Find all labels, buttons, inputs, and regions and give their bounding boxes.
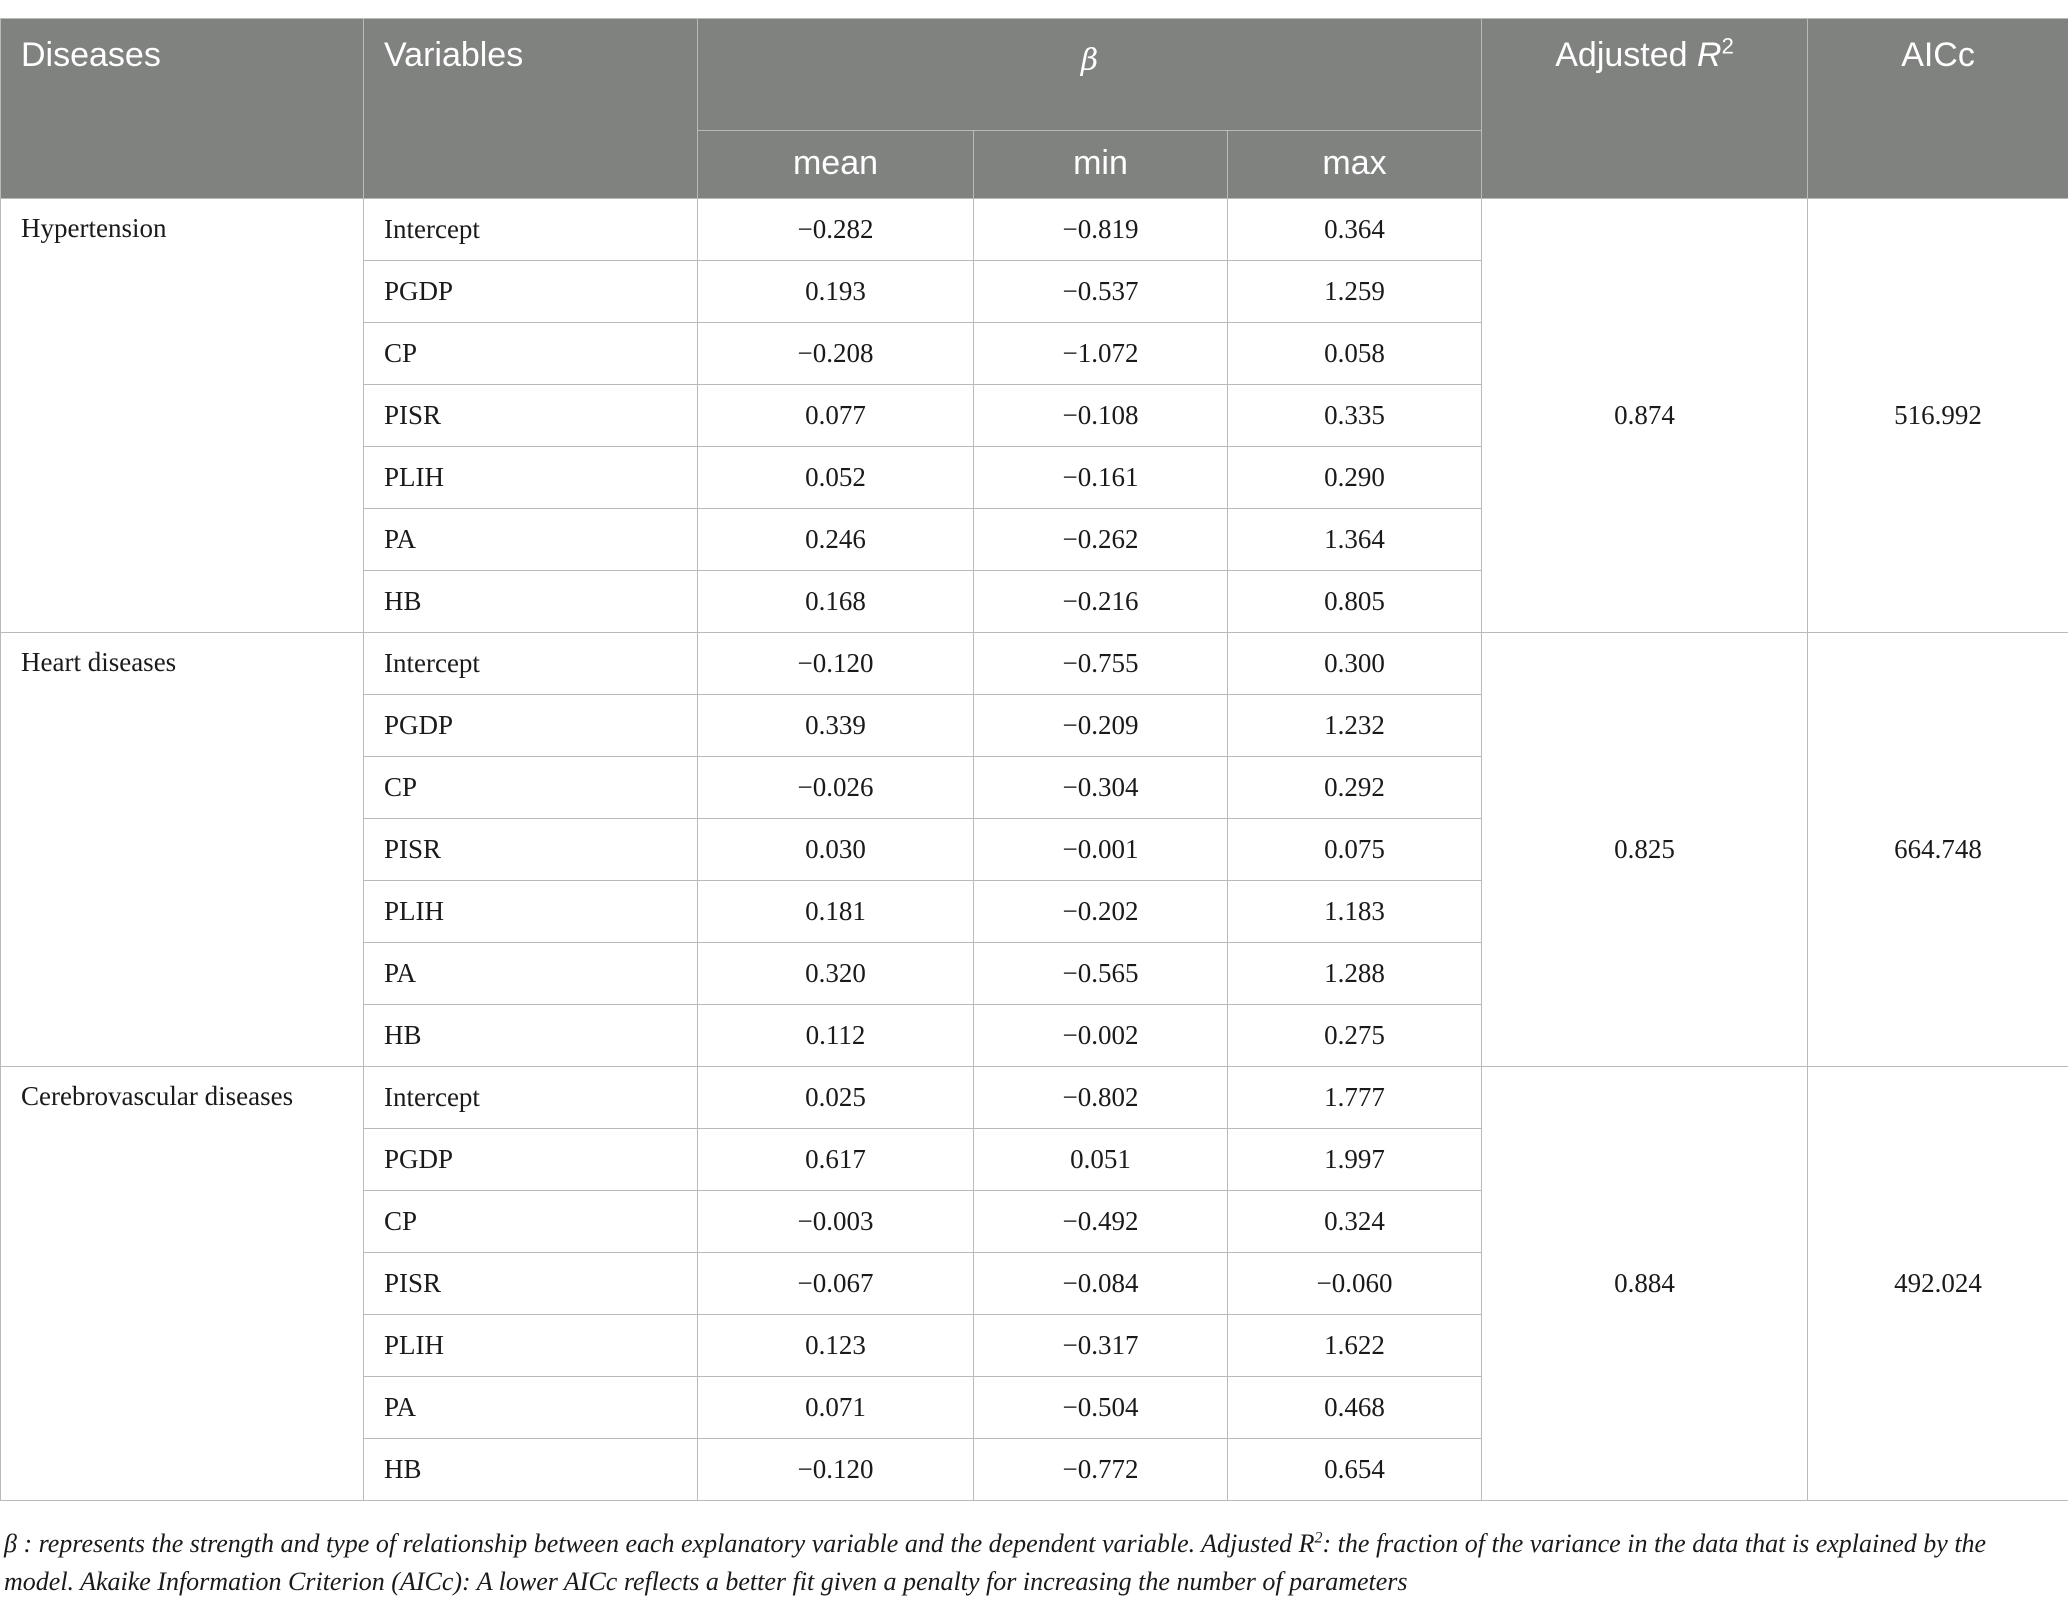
mean-cell: −0.067 [698,1253,974,1315]
max-cell: 0.364 [1228,199,1482,261]
max-cell: 0.805 [1228,571,1482,633]
max-cell: 0.058 [1228,323,1482,385]
header-adjusted-r2 [1482,19,1808,199]
mean-cell: 0.320 [698,943,974,1005]
max-cell: 0.335 [1228,385,1482,447]
variable-cell: PA [364,943,698,1005]
min-cell: −1.072 [974,323,1228,385]
header-beta: β [698,19,1482,131]
max-cell: 1.183 [1228,881,1482,943]
variable-cell: PGDP [364,261,698,323]
variable-cell: CP [364,1191,698,1253]
min-cell: −0.084 [974,1253,1228,1315]
mean-cell: 0.168 [698,571,974,633]
mean-cell: 0.077 [698,385,974,447]
mean-cell: 0.071 [698,1377,974,1439]
max-cell: 1.364 [1228,509,1482,571]
max-cell: 1.288 [1228,943,1482,1005]
variable-cell: PISR [364,385,698,447]
max-cell: −0.060 [1228,1253,1482,1315]
min-cell: −0.209 [974,695,1228,757]
min-cell: −0.504 [974,1377,1228,1439]
variable-cell: HB [364,571,698,633]
variable-cell: PISR [364,819,698,881]
variable-cell: HB [364,1005,698,1067]
mean-cell: 0.339 [698,695,974,757]
footnote-beta-symbol: β [4,1529,17,1558]
table-row [1,1067,2068,1129]
max-cell: 0.654 [1228,1439,1482,1501]
variable-cell: PGDP [364,695,698,757]
table-footnote [0,1525,2014,1601]
variable-cell: Intercept [364,633,698,695]
mean-cell: 0.617 [698,1129,974,1191]
mean-cell: −0.026 [698,757,974,819]
variable-cell: PA [364,1377,698,1439]
max-cell: 0.300 [1228,633,1482,695]
adjusted-r2-cell: 0.825 [1482,633,1808,1067]
min-cell: −0.216 [974,571,1228,633]
table-row [1,633,2068,695]
max-cell: 0.292 [1228,757,1482,819]
max-cell: 0.324 [1228,1191,1482,1253]
max-cell: 1.232 [1228,695,1482,757]
max-cell: 1.997 [1228,1129,1482,1191]
disease-cell: Cerebrovascular diseases [1,1067,364,1501]
header-min: min [974,131,1228,199]
header-aicc: AICc [1808,19,2068,199]
mean-cell: −0.282 [698,199,974,261]
variable-cell: Intercept [364,199,698,261]
min-cell: −0.262 [974,509,1228,571]
min-cell: −0.108 [974,385,1228,447]
mean-cell: 0.112 [698,1005,974,1067]
min-cell: −0.537 [974,261,1228,323]
variable-cell: PGDP [364,1129,698,1191]
header-mean: mean [698,131,974,199]
mean-cell: 0.181 [698,881,974,943]
min-cell: −0.304 [974,757,1228,819]
min-cell: −0.001 [974,819,1228,881]
table-body [1,199,2068,1501]
max-cell: 0.290 [1228,447,1482,509]
min-cell: −0.802 [974,1067,1228,1129]
mean-cell: −0.120 [698,633,974,695]
aicc-cell: 516.992 [1808,199,2068,633]
variable-cell: HB [364,1439,698,1501]
max-cell: 1.259 [1228,261,1482,323]
header-max: max [1228,131,1482,199]
mean-cell: 0.025 [698,1067,974,1129]
max-cell: 0.075 [1228,819,1482,881]
results-table [0,18,2068,1501]
variable-cell: CP [364,757,698,819]
variable-cell: PA [364,509,698,571]
mean-cell: −0.208 [698,323,974,385]
variable-cell: PLIH [364,881,698,943]
min-cell: −0.772 [974,1439,1228,1501]
min-cell: −0.492 [974,1191,1228,1253]
table-row [1,199,2068,261]
mean-cell: −0.003 [698,1191,974,1253]
disease-cell: Hypertension [1,199,364,633]
max-cell: 1.777 [1228,1067,1482,1129]
table-wrapper [0,18,2068,1501]
min-cell: −0.819 [974,199,1228,261]
header-diseases: Diseases [1,19,364,199]
max-cell: 1.622 [1228,1315,1482,1377]
min-cell: −0.161 [974,447,1228,509]
max-cell: 0.468 [1228,1377,1482,1439]
min-cell: 0.051 [974,1129,1228,1191]
mean-cell: 0.123 [698,1315,974,1377]
variable-cell: PISR [364,1253,698,1315]
min-cell: −0.202 [974,881,1228,943]
footnote-text-part2: : the fraction of the variance in the data that is explained by the model. Akaike Information Criterion (AICc): A lower AICc reflects a better fit given a penalty for increasing the number of parameters [4,1529,1987,1596]
min-cell: −0.565 [974,943,1228,1005]
max-cell: 0.275 [1228,1005,1482,1067]
aicc-cell: 664.748 [1808,633,2068,1067]
footnote-sup: 2 [1314,1529,1323,1547]
header-adjusted-r2-symbol: R [1697,36,1722,74]
table-header [1,19,2068,199]
variable-cell: CP [364,323,698,385]
header-adjusted-r2-text: Adjusted [1555,36,1697,74]
mean-cell: −0.120 [698,1439,974,1501]
min-cell: −0.317 [974,1315,1228,1377]
min-cell: −0.755 [974,633,1228,695]
footnote-text-part1: : represents the strength and type of relationship between each explanatory variable and the dependent variable. Adjusted R [16,1529,1315,1558]
adjusted-r2-cell: 0.874 [1482,199,1808,633]
mean-cell: 0.030 [698,819,974,881]
variable-cell: PLIH [364,447,698,509]
aicc-cell: 492.024 [1808,1067,2068,1501]
disease-cell: Heart diseases [1,633,364,1067]
header-adjusted-r2-sup: 2 [1721,33,1734,59]
mean-cell: 0.246 [698,509,974,571]
variable-cell: PLIH [364,1315,698,1377]
variable-cell: Intercept [364,1067,698,1129]
header-variables: Variables [364,19,698,199]
adjusted-r2-cell: 0.884 [1482,1067,1808,1501]
mean-cell: 0.052 [698,447,974,509]
min-cell: −0.002 [974,1005,1228,1067]
mean-cell: 0.193 [698,261,974,323]
